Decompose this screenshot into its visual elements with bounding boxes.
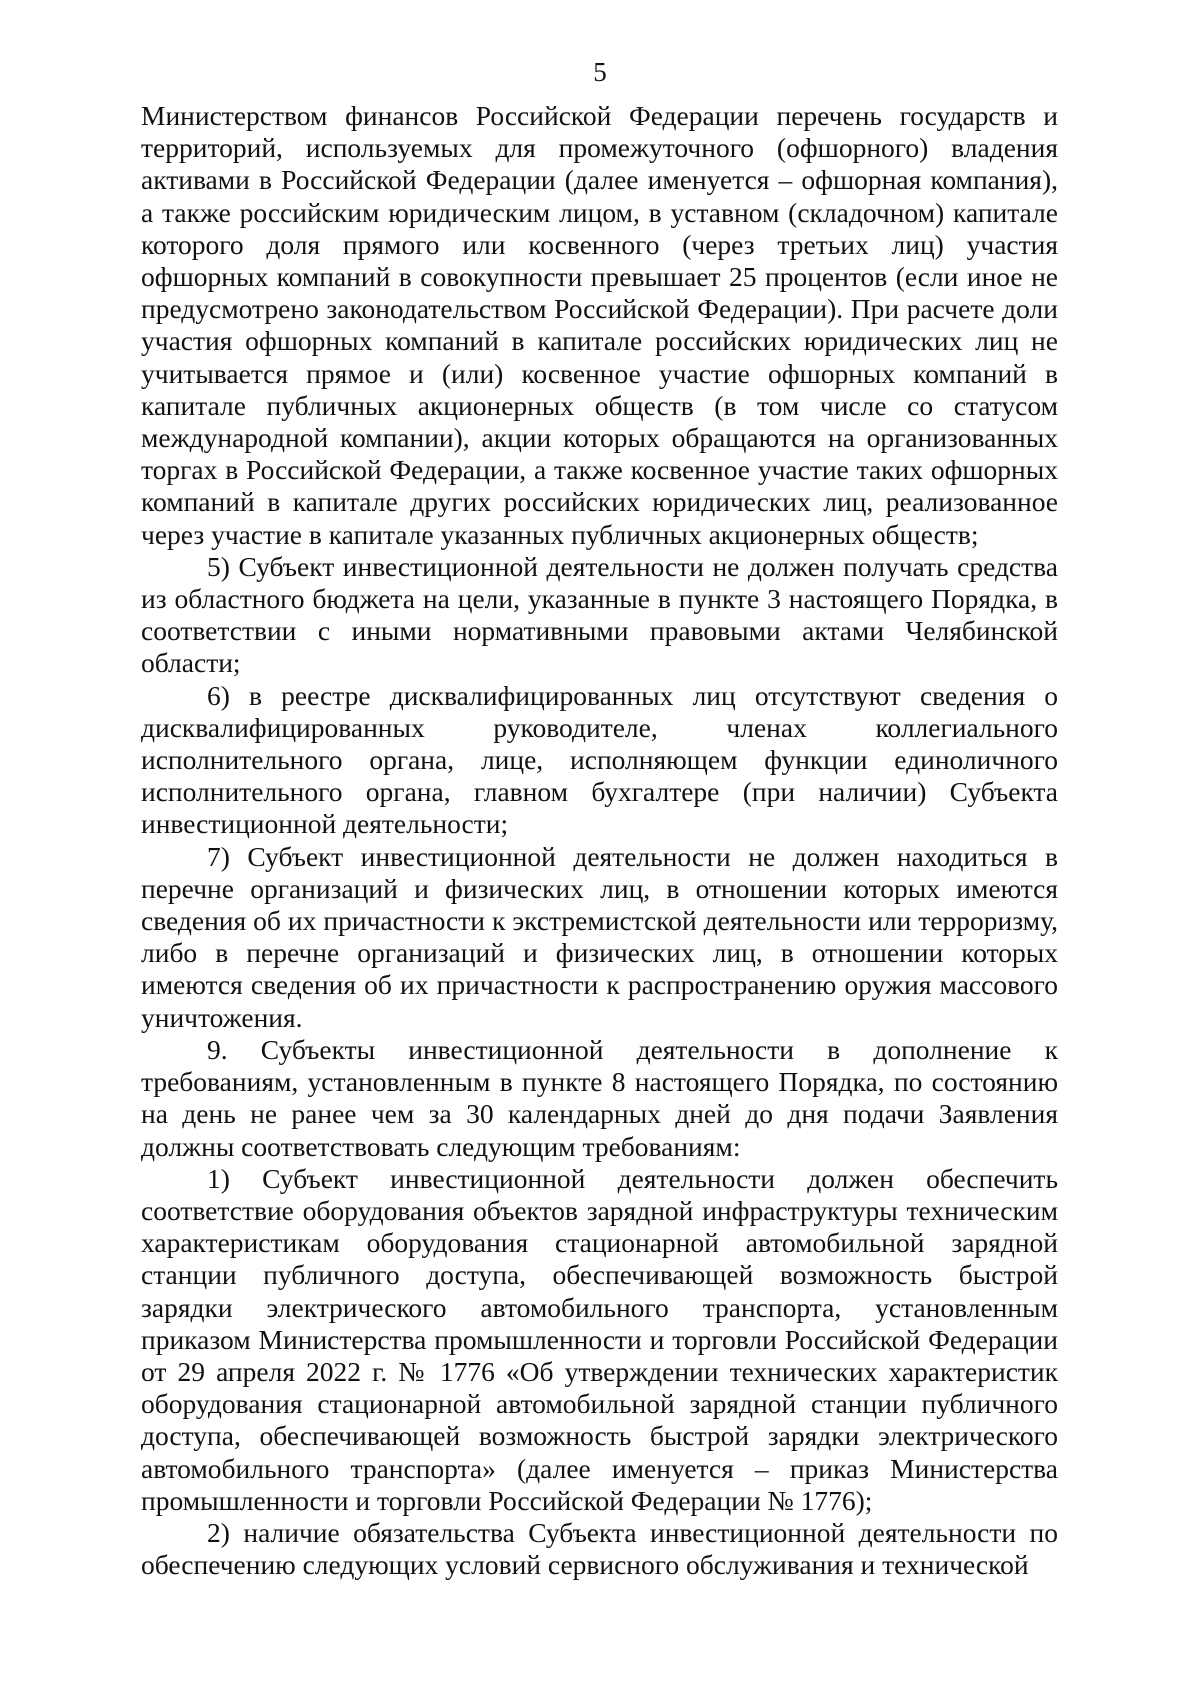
paragraph-item-7: 7) Субъект инвестиционной деятельности не должен находиться в перечне организаций и физических лиц, в отношении которых имеются сведения об их причастности к экстремистской деятельности или терроризму, либо в перечне организаций и физических лиц, в отношении которых имеются сведения об их причастности к распространению оружия массового уничтожения. xyxy=(141,840,1058,1033)
paragraph-section-9: 9. Субъекты инвестиционной деятельности в дополнение к требованиям, установленным в пункте 8 настоящего Порядка, по состоянию на день не ранее чем за 30 календарных дней до дня подачи Заявления должны соответствовать следующим требованиям: xyxy=(141,1033,1058,1162)
paragraph-subitem-1: 1) Субъект инвестиционной деятельности должен обеспечить соответствие оборудования объектов зарядной инфраструктуры техническим характеристикам оборудования стационарной автомобильной зарядной станции публичного доступа, обеспечивающей возможность быстрой зарядки электрического автомобильного транспорта, установленным приказом Министерства промышленности и торговли Российской Федерации от 29 апреля 2022 г. № 1776 «Об утверждении технических характеристик оборудования стационарной автомобильной зарядной станции публичного доступа, обеспечивающей возможность быстрой зарядки электрического автомобильного транспорта» (далее именуется – приказ Министерства промышленности и торговли Российской Федерации № 1776); xyxy=(141,1162,1058,1516)
paragraph-item-6: 6) в реестре дисквалифицированных лиц отсутствуют сведения о дисквалифицированных руководителе, членах коллегиального исполнительного органа, лице, исполняющем функции единоличного исполнительного органа, главном бухгалтере (при наличии) Субъекта инвестиционной деятельности; xyxy=(141,679,1058,840)
document-body xyxy=(141,100,1058,1581)
paragraph-continuation: Министерством финансов Российской Федерации перечень государств и территорий, используемых для промежуточного (офшорного) владения активами в Российской Федерации (далее именуется – офшорная компания), а также российским юридическим лицом, в уставном (складочном) капитале которого доля прямого или косвенного (через третьих лиц) участия офшорных компаний в совокупности превышает 25 процентов (если иное не предусмотрено законодательством Российской Федерации). При расчете доли участия офшорных компаний в капитале российских юридических лиц не учитывается прямое и (или) косвенное участие офшорных компаний в капитале публичных акционерных обществ (в том числе со статусом международной компании), акции которых обращаются на организованных торгах в Российской Федерации, а также косвенное участие таких офшорных компаний в капитале других российских юридических лиц, реализованное через участие в капитале указанных публичных акционерных обществ; xyxy=(141,100,1058,550)
page-number: 5 xyxy=(593,57,607,87)
paragraph-subitem-2: 2) наличие обязательства Субъекта инвестиционной деятельности по обеспечению следующих условий сервисного обслуживания и технической xyxy=(141,1516,1058,1581)
paragraph-item-5: 5) Субъект инвестиционной деятельности не должен получать средства из областного бюджета на цели, указанные в пункте 3 настоящего Порядка, в соответствии с иными нормативными правовыми актами Челябинской области; xyxy=(141,550,1058,679)
